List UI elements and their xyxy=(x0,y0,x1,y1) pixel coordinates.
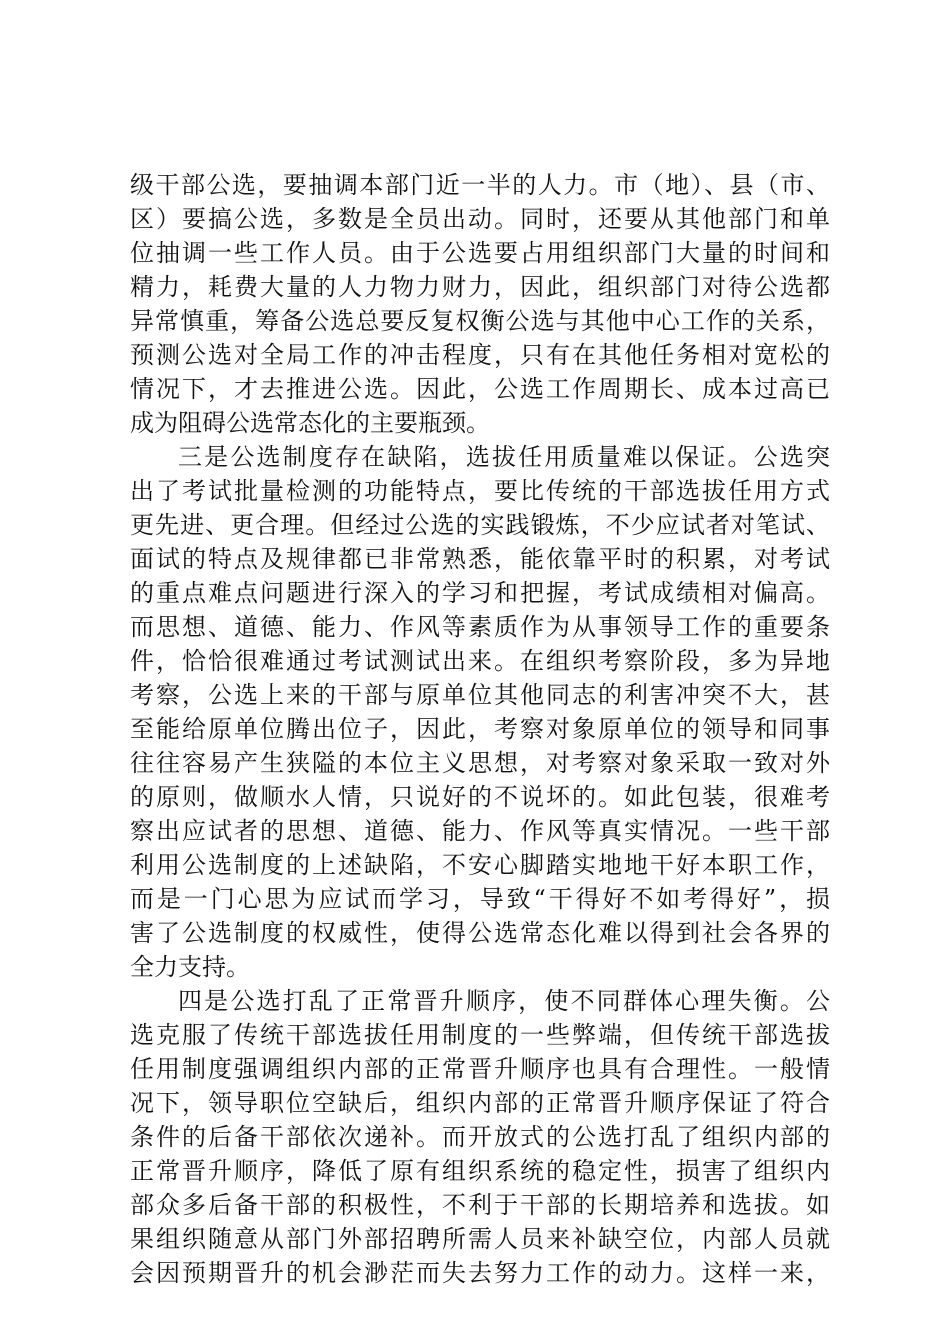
text-line: 精力，耗费大量的人力物力财力，因此，组织部门对待公选都 xyxy=(130,273,830,301)
text-line: 至能给原单位腾出位子，因此，考察对象原单位的领导和同事 xyxy=(130,715,830,743)
text-line: 异常慎重，筹备公选总要反复权衡公选与其他中心工作的关系， xyxy=(130,307,830,335)
text-line: 出了考试批量检测的功能特点，要比传统的干部选拔任用方式 xyxy=(130,477,830,505)
text-line: 面试的特点及规律都已非常熟悉，能依靠平时的积累，对考试 xyxy=(130,545,830,573)
text-line: 任用制度强调组织内部的正常晋升顺序也具有合理性。一般情 xyxy=(130,1055,830,1083)
text-line: 况下，领导职位空缺后，组织内部的正常晋升顺序保证了符合 xyxy=(130,1089,830,1117)
text-line: 条件的后备干部依次递补。而开放式的公选打乱了组织内部的 xyxy=(130,1123,830,1151)
text-line: 成为阻碍公选常态化的主要瓶颈。 xyxy=(130,409,490,437)
text-line: 而思想、道德、能力、作风等素质作为从事领导工作的重要条 xyxy=(130,613,830,641)
text-line: 区）要搞公选，多数是全员出动。同时，还要从其他部门和单 xyxy=(130,205,830,233)
text-line: 而是一门心思为应试而学习，导致“干得好不如考得好”，损 xyxy=(130,885,830,913)
text-line: 全力支持。 xyxy=(130,953,250,981)
text-line: 预测公选对全局工作的冲击程度，只有在其他任务相对宽松的 xyxy=(130,341,830,369)
text-line: 部众多后备干部的积极性，不利于干部的长期培养和选拔。如 xyxy=(130,1191,830,1219)
text-line: 果组织随意从部门外部招聘所需人员来补缺空位，内部人员就 xyxy=(130,1225,830,1253)
text-line: 级干部公选，要抽调本部门近一半的人力。市（地）、县（市、 xyxy=(130,171,830,199)
text-line: 察出应试者的思想、道德、能力、作风等真实情况。一些干部 xyxy=(130,817,830,845)
text-line: 害了公选制度的权威性，使得公选常态化难以得到社会各界的 xyxy=(130,919,830,947)
text-line: 选克服了传统干部选拔任用制度的一些弊端，但传统干部选拔 xyxy=(130,1021,830,1049)
text-line: 的重点难点问题进行深入的学习和把握，考试成绩相对偏高。 xyxy=(130,579,830,607)
text-line: 的原则，做顺水人情，只说好的不说坏的。如此包装，很难考 xyxy=(130,783,830,811)
text-line: 情况下，才去推进公选。因此，公选工作周期长、成本过高已 xyxy=(130,375,830,403)
body-text xyxy=(130,168,830,1290)
text-line: 正常晋升顺序，降低了原有组织系统的稳定性，损害了组织内 xyxy=(130,1157,830,1185)
text-line: 更先进、更合理。但经过公选的实践锻炼，不少应试者对笔试、 xyxy=(130,511,830,539)
text-line: 件，恰恰很难通过考试测试出来。在组织考察阶段，多为异地 xyxy=(130,647,830,675)
text-line: 利用公选制度的上述缺陷，不安心脚踏实地地干好本职工作， xyxy=(130,851,830,879)
text-line: 往往容易产生狭隘的本位主义思想，对考察对象采取一致对外 xyxy=(130,749,830,777)
paragraph-first-line: 三是公选制度存在缺陷，选拔任用质量难以保证。公选突 xyxy=(178,443,830,471)
paragraph-first-line: 四是公选打乱了正常晋升顺序，使不同群体心理失衡。公 xyxy=(178,987,830,1015)
text-line: 位抽调一些工作人员。由于公选要占用组织部门大量的时间和 xyxy=(130,239,830,267)
text-line: 考察，公选上来的干部与原单位其他同志的利害冲突不大，甚 xyxy=(130,681,830,709)
text-line: 会因预期晋升的机会渺茫而失去努力工作的动力。这样一来， xyxy=(130,1259,830,1287)
